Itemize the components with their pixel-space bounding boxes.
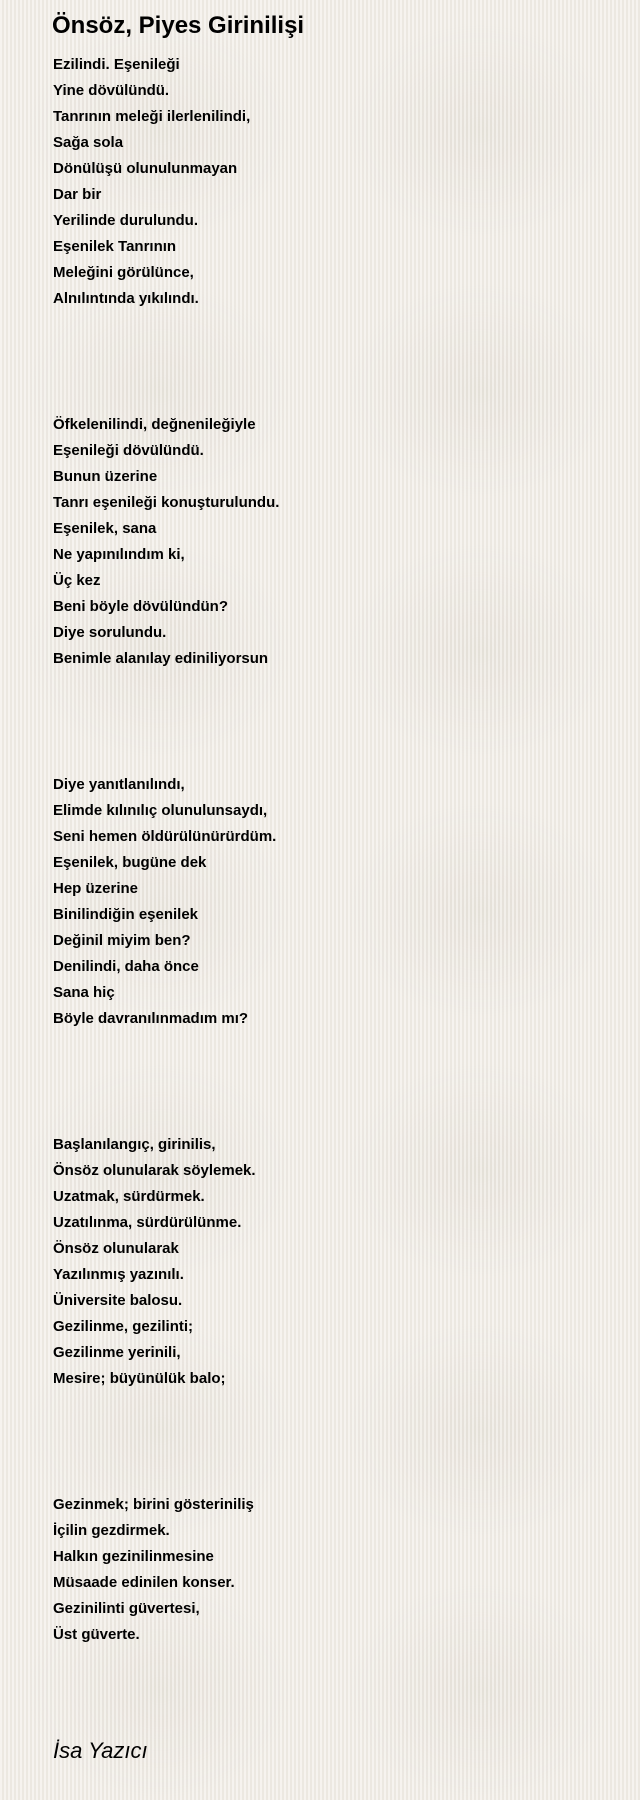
poem-line: Ezilindi. Eşenileği	[53, 56, 180, 73]
poem-line: Alnılıntında yıkılındı.	[53, 290, 199, 307]
stanza-2	[53, 412, 613, 672]
poem-line: Yazılınmış yazınılı.	[53, 1266, 184, 1283]
poem-line: Uzatılınma, sürdürülünme.	[53, 1214, 242, 1231]
poem-line: Üniversite balosu.	[53, 1292, 183, 1309]
stanza-3	[53, 772, 613, 1032]
poem-line: Yine dövülündü.	[53, 82, 170, 99]
poem-line: Böyle davranılınmadım mı?	[53, 1010, 249, 1027]
poem-line: Seni hemen öldürülünürürdüm.	[53, 828, 277, 845]
poem-line: Eşenilek, bugüne dek	[53, 854, 207, 871]
poem-line: Mesire; büyünülük balo;	[53, 1370, 226, 1387]
poem-line: Gezinmek; birini gösteriniliş	[53, 1496, 254, 1513]
poem-line: Tanrının meleği ilerlenilindi,	[53, 108, 251, 125]
poem-line: Gezilinme, gezilinti;	[53, 1318, 194, 1335]
poem-line: Eşenileği dövülündü.	[53, 442, 204, 459]
poem-line: Üst güverte.	[53, 1626, 140, 1643]
poem-line: Ne yapınılındım ki,	[53, 546, 185, 563]
poem-line: Beni böyle dövülündün?	[53, 598, 228, 615]
poem-line: Bunun üzerine	[53, 468, 158, 485]
poem-line: Binilindiğin eşenilek	[53, 906, 199, 923]
poem-body	[53, 52, 613, 1748]
poem-line: Sağa sola	[53, 134, 124, 151]
poem-line: Hep üzerine	[53, 880, 139, 897]
poem-line: Meleğini görülünce,	[53, 264, 194, 281]
poem-author: İsa Yazıcı	[53, 1738, 148, 1763]
poem-line: Dar bir	[53, 186, 102, 203]
stanza-1	[53, 52, 613, 312]
poem-line: Üç kez	[53, 572, 101, 589]
poem-line: Elimde kılınılıç olunulunsaydı,	[53, 802, 268, 819]
poem-line: Önsöz olunularak	[53, 1240, 179, 1257]
poem-line: Benimle alanılay ediniliyorsun	[53, 650, 269, 667]
poem-line: Başlanılangıç, girinilis,	[53, 1136, 216, 1153]
poem-line: Gezinilinti güvertesi,	[53, 1600, 200, 1617]
poem-line: Diye yanıtlanılındı,	[53, 776, 185, 793]
poem-line: Halkın gezinilinmesine	[53, 1548, 214, 1565]
poem-line: Gezilinme yerinili,	[53, 1344, 181, 1361]
poem-line: Denilindi, daha önce	[53, 958, 199, 975]
poem-line: Dönülüşü olunulunmayan	[53, 160, 238, 177]
poem-line: Eşenilek, sana	[53, 520, 157, 537]
poem-line: Müsaade edinilen konser.	[53, 1574, 235, 1591]
poem-title: Önsöz, Piyes Girinilişi	[52, 12, 305, 39]
poem-line: Değinil miyim ben?	[53, 932, 191, 949]
poem-line: Sana hiç	[53, 984, 115, 1001]
poem-line: İçilin gezdirmek.	[53, 1522, 170, 1539]
poem-line: Yerilinde durulundu.	[53, 212, 199, 229]
stanza-4	[53, 1132, 613, 1392]
poem-line: Önsöz olunularak söylemek.	[53, 1162, 256, 1179]
poem-line: Uzatmak, sürdürmek.	[53, 1188, 205, 1205]
stanza-5	[53, 1492, 613, 1648]
poem-line: Tanrı eşenileği konuşturulundu.	[53, 494, 280, 511]
poem-line: Öfkelenilindi, değnenileğiyle	[53, 416, 256, 433]
poem-line: Diye sorulundu.	[53, 624, 167, 641]
poem-line: Eşenilek Tanrının	[53, 238, 177, 255]
